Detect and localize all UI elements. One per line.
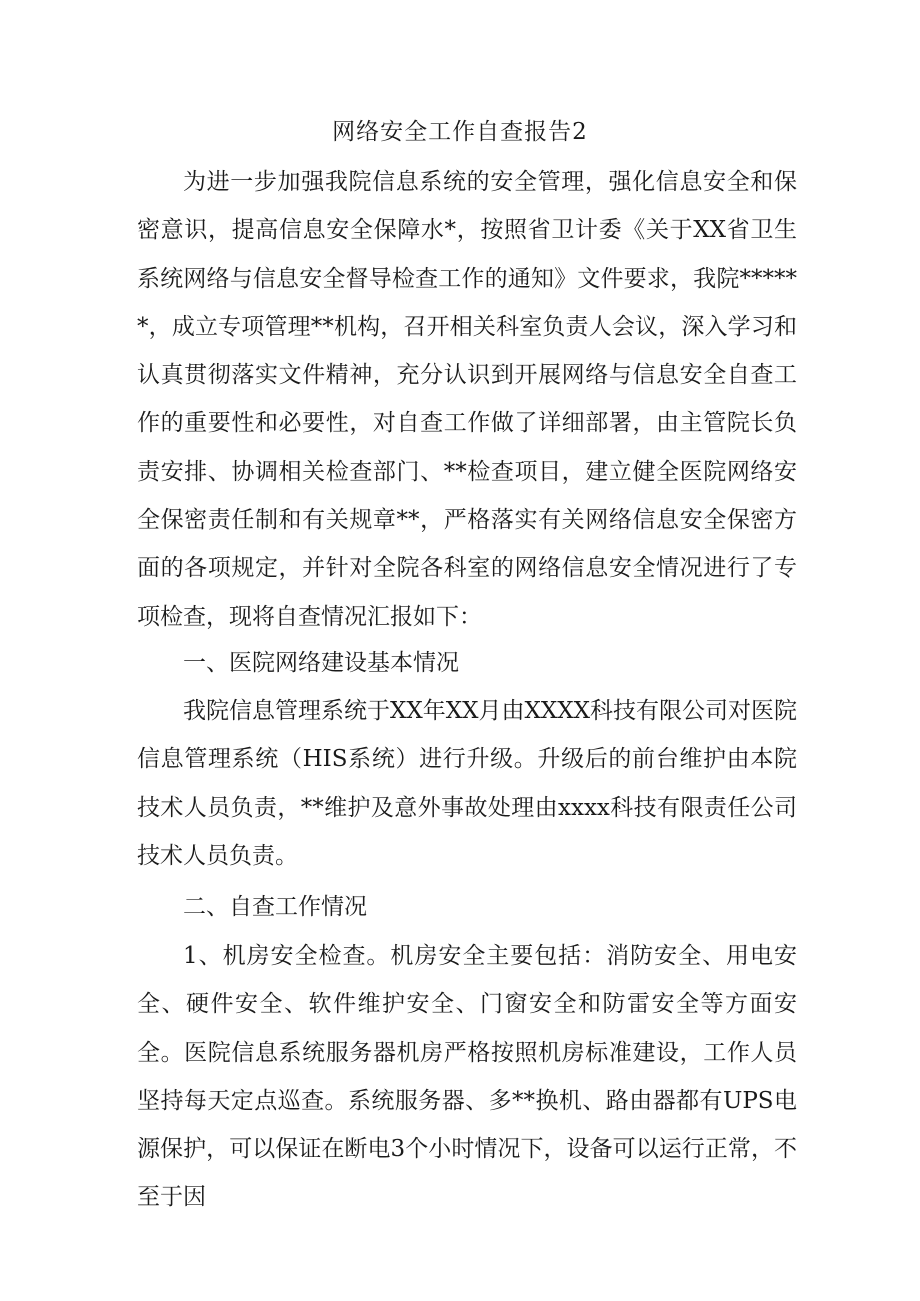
section-1-paragraph: 我院信息管理系统于XX年XX月由XXXX科技有限公司对医院信息管理系统（HIS系统）进行升级。升级后的前台维护由本院技术人员负责，**维护及意外事故处理由xxxx科技有限责任公司技术人员负责。 xyxy=(137,698,797,869)
section-2-heading: 二、自查工作情况 xyxy=(183,894,367,920)
section-2-item-1-paragraph: 1、机房安全检查。机房安全主要包括：消防安全、用电安全、硬件安全、软件维护安全、门窗安全和防雷安全等方面安全。医院信息系统服务器机房严格按照机房标准建设，工作人员坚持每天定点巡查。系统服务器、多**换机、路由器都有UPS电源保护，可以保证在断电3个小时情况下，设备可以运行正常，不至于因 xyxy=(137,943,797,1211)
intro-paragraph: 为进一步加强我院信息系统的安全管理，强化信息安全和保密意识，提高信息安全保障水*，按照省卫计委《关于XX省卫生系统网络与信息安全督导检查工作的通知》文件要求，我院******，成立专项管理**机构，召开相关科室负责人会议，深入学习和认真贯彻落实文件精神，充分认识到开展网络与信息安全自查工作的重要性和必要性，对自查工作做了详细部署，由主管院长负责安排、协调相关检查部门、**检查项目，建立健全医院网络安全保密责任制和有关规章**，严格落实有关网络信息安全保密方面的各项规定，并针对全院各科室的网络信息安全情况进行了专项检查，现将自查情况汇报如下： xyxy=(137,169,797,630)
section-1-heading: 一、医院网络建设基本情况 xyxy=(183,650,459,676)
document-title: 网络安全工作自查报告2 xyxy=(332,119,588,145)
